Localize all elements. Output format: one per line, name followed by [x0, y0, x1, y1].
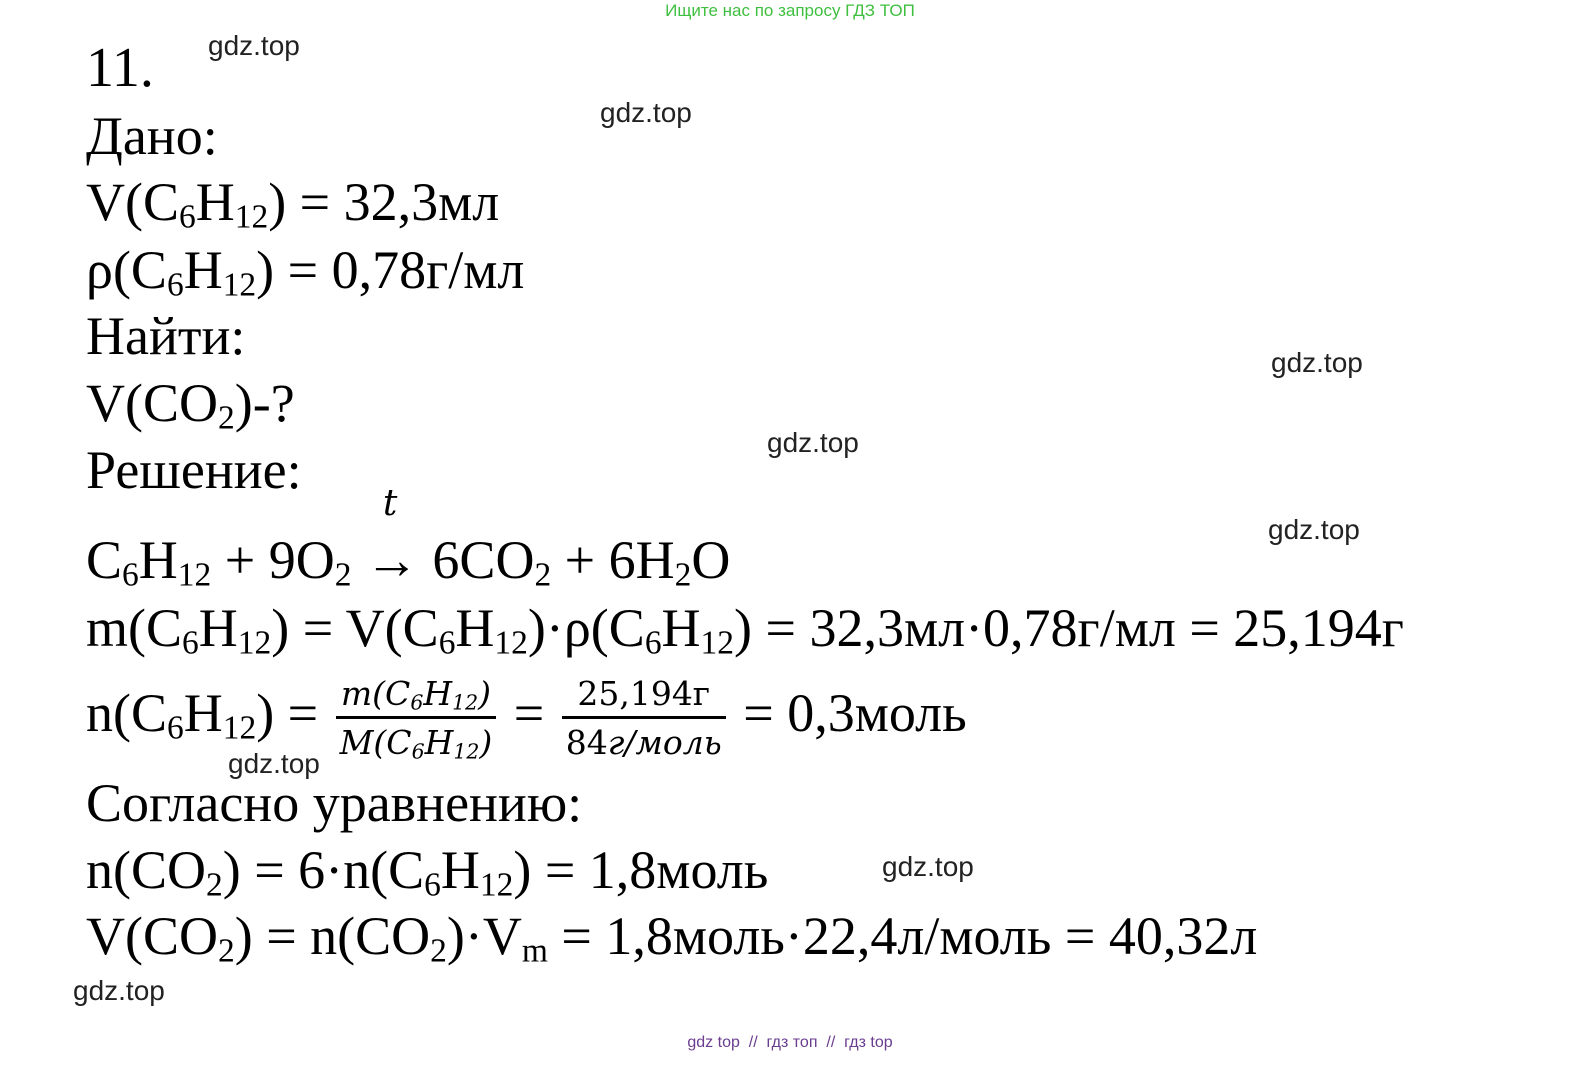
solution-label: Решение: [86, 440, 302, 500]
watermark: gdz.top [600, 97, 692, 128]
problem-number: 11. [86, 37, 154, 99]
watermark: gdz.top [767, 427, 859, 458]
heat-condition: t [382, 483, 398, 524]
co2-volume-calculation: $V(CO_2) = n(CO_2)\cdot V_m$ = 1,8моль·22,4л/моль = 40,32л [86, 906, 1258, 970]
watermark: gdz.top [1268, 514, 1360, 545]
moles-calculation: $n(C_6H_{12})$ = $\frac{m(C_6H_{12})}{M(C_6H_{12})}$ = $\frac{25,194г}{\text{84г/моль}}$ = 0,3моль [86, 674, 967, 764]
given-label: Дано: [86, 106, 218, 166]
mass-calculation: $m(C_6H_{12}) = V(C_6H_{12})\cdot\rho(C_6H_{12}) = 32,3мл\cdot 0,78г/мл = 25,194г$ [86, 598, 1404, 662]
co2-moles-calculation: $n(CO_2) = 6\cdot n(C_6H_{12})$ = 1,8моль [86, 840, 769, 904]
reaction-equation: $C_6H_{12} + 9O_2$ t → $6CO_2 + 6H_2O$ [86, 483, 731, 594]
given-density: $\rho(C_6H_{12}) = 0,78г/мл$ [86, 240, 525, 304]
fraction-mass-over-molar: $\frac{m(C_6H_{12})}{M(C_6H_{12})}$ [336, 674, 497, 763]
top-banner: Ищите нас по запросу ГДЗ ТОП [665, 1, 915, 20]
watermark: gdz.top [882, 851, 974, 882]
find-target: $V(CO_2)-$? [86, 373, 295, 437]
watermark: gdz.top [208, 30, 300, 61]
fraction-values: $\frac{25,194г}{\text{84г/моль}}$ [562, 674, 726, 763]
according-label: Согласно уравнению: [86, 773, 583, 833]
given-volume: $V(C_6H_{12}) = 32,3мл$ [86, 172, 500, 236]
reaction-arrow: t → [364, 483, 419, 590]
watermark: gdz.top [73, 975, 165, 1006]
watermark: gdz.top [1271, 347, 1363, 378]
find-label: Найти: [86, 306, 246, 366]
watermark: gdz.top [228, 748, 320, 779]
footer-links: gdz top // гдз топ // гдз top [687, 1034, 893, 1051]
